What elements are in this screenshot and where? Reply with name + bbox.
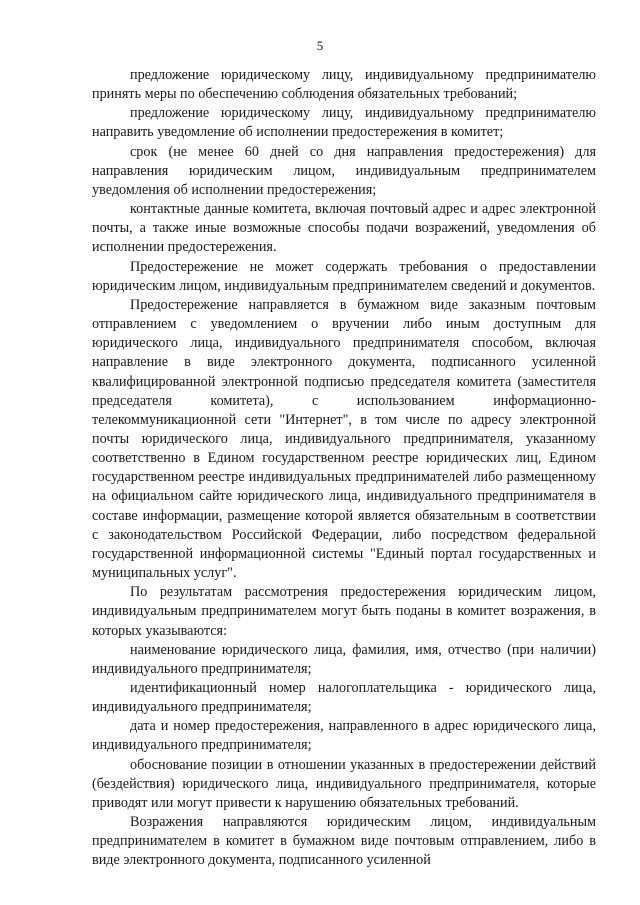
paragraph: предложение юридическому лицу, индивидуальному предпринимателю принять меры по обеспечению соблюдения обязательных требований; [92,67,596,103]
paragraph: контактные данные комитета, включая почтовый адрес и адрес электронной почты, а также иные возможные способы подачи возражений, уведомления об исполнении предостережения. [92,201,596,256]
document-body [92,66,596,871]
page-number: 5 [316,38,324,53]
paragraph: Предостережение не может содержать требования о предоставлении юридическим лицом, индивидуальным предпринимателем сведений и документов. [92,258,596,294]
paragraph: дата и номер предостережения, направленного в адрес юридического лица, индивидуального предпринимателя; [92,718,596,754]
paragraph: наименование юридического лица, фамилия, имя, отчество (при наличии) индивидуального предпринимателя; [92,641,596,677]
paragraph: обоснование позиции в отношении указанных в предостережении действий (бездействия) юридического лица, индивидуального предпринимателя, которые приводят или могут привести к нарушению обязательных требований. [92,756,596,811]
paragraph: По результатам рассмотрения предостережения юридическим лицом, индивидуальным предпринимателем могут быть поданы в комитет возражения, в которых указываются: [92,584,596,639]
paragraph: предложение юридическому лицу, индивидуальному предпринимателю направить уведомление об исполнении предостережения в комитет; [92,105,596,141]
paragraph: Предостережение направляется в бумажном виде заказным почтовым отправлением с уведомлением о вручении либо иным доступным для юридического лица, индивидуального предпринимателя способом, включая направление в виде электронного документа, подписанного усиленной квалифицированной электронной подписью председателя комитета (заместителя председателя комитета), с использованием информационно-телекоммуникационной сети "Интернет", в том числе по адресу электронной почты юридического лица, индивидуального предпринимателя, указанному соответственно в Едином государственном реестре юридических лиц, Едином государственном реестре индивидуальных предпринимателей либо размещенному на официальном сайте юридического лица, индивидуального предпринимателя в составе информации, размещение которой является обязательным в соответствии с законодательством Российской Федерации, либо посредством федеральной государственной информационной системы "Единый портал государственных и муниципальных услуг". [92,296,596,582]
paragraph: идентификационный номер налогоплательщика - юридического лица, индивидуального предпринимателя; [92,680,596,716]
paragraph: срок (не менее 60 дней со дня направления предостережения) для направления юридическим лицом, индивидуальным предпринимателем уведомления об исполнении предостережения; [92,143,596,198]
paragraph-last: Возражения направляются юридическим лицом, индивидуальным предпринимателем в комитет в бумажном виде почтовым отправлением, либо в виде электронного документа, подписанного усиленной [92,814,596,869]
